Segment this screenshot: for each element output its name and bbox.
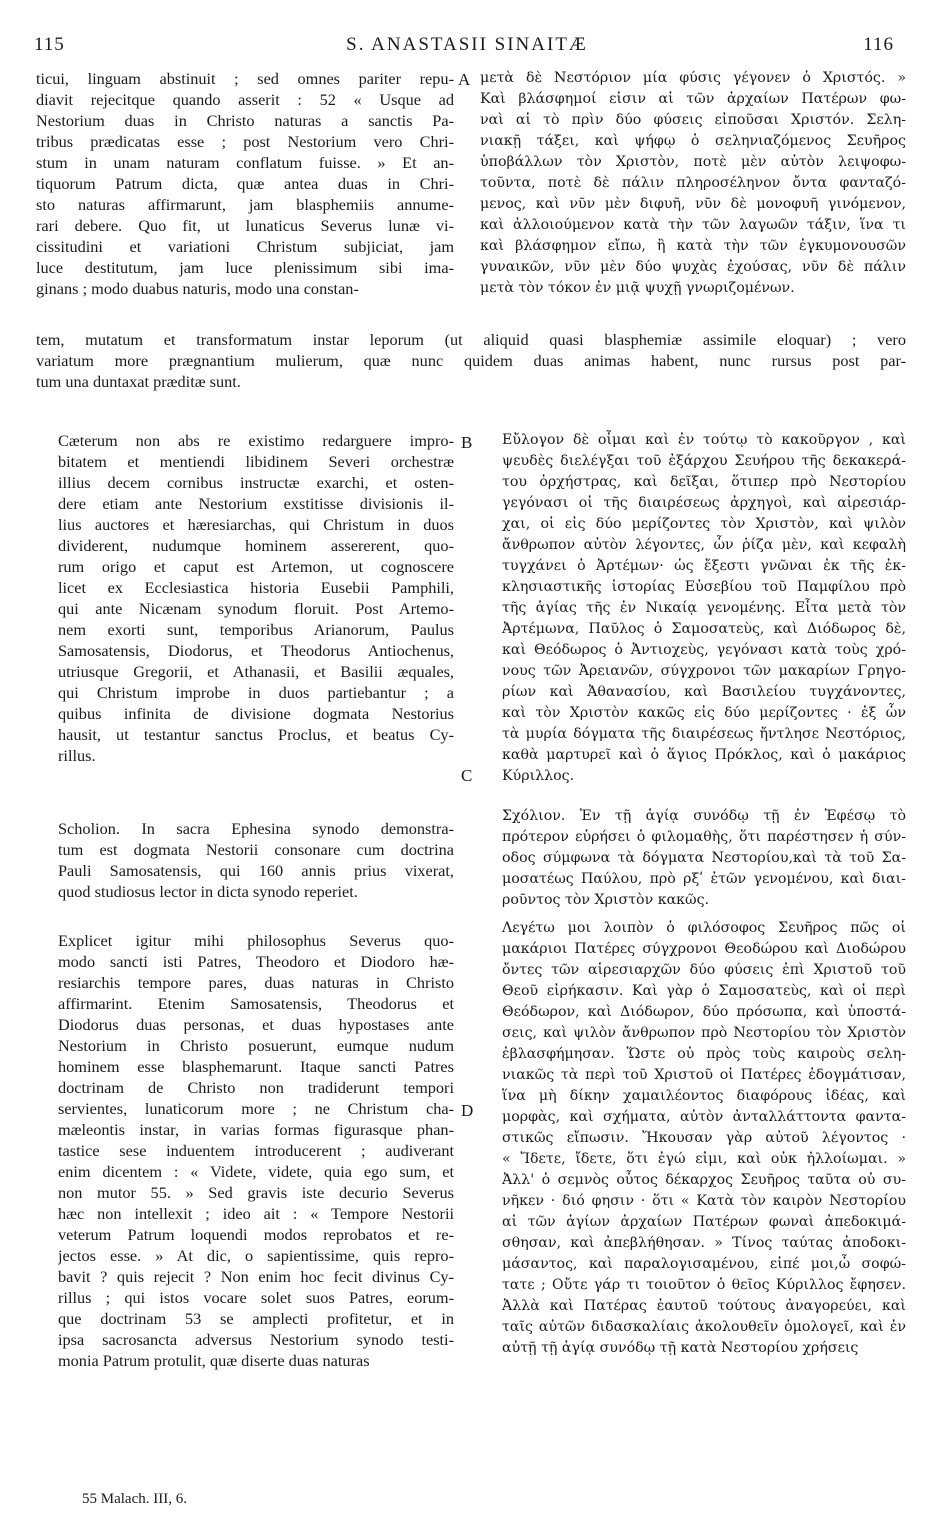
text-line: σθησαν, καὶ ἀπεβλήθησαν. » Τίνος ταύτας ἀποδοκι- (502, 1235, 906, 1251)
text-line: μορφὰς, καὶ σχήματα, αὐτὸν ἀνταλλάττοντα φαντα- (502, 1109, 906, 1125)
text-line: σεις, καὶ ψιλὸν ἄνθρωπον πρὸ Νεστορίου τὸν Χριστὸν (502, 1025, 906, 1041)
text-line: servientes, lunaticorum more ; ne Christum cha- (58, 1099, 454, 1118)
text-line: rillus. (58, 746, 96, 765)
text-line: γυναικῶν, νῦν μὲν δύο ψυχὰς ἐχούσας, νῦν δὲ πάλιν (480, 259, 906, 275)
text-line: αὐτῇ τῇ ἁγίᾳ συνόδῳ τῇ κατὰ Νεστορίου χρήσεις (502, 1340, 859, 1356)
text-line: Pauli Samosatensis, qui 160 annis prius vixerat, (58, 861, 454, 880)
text-line: Εὔλογον δὲ οἶμαι καὶ ἐν τούτῳ τὸ κακοῦργον , καὶ (502, 432, 906, 448)
text-line: ticui, linguam abstinuit ; sed omnes pariter repu- (36, 69, 454, 88)
text-line: Nestorium duas in Christo naturas a sanctis Pa- (36, 111, 454, 130)
text-line: κλησιαστικῆς ἱστορίας Εὐσεβίου τοῦ Παμφίλου πρὸ (502, 579, 906, 595)
text-line: stum in unam naturam conflatum fuisse. » Et an- (36, 153, 454, 172)
text-line: νους τῶν Ἀρειανῶν, σύγχρονοι τῶν μακαρίων Γρηγο- (502, 663, 906, 679)
text-line: tastice sese induentem introducerent ; audiverant (58, 1141, 454, 1160)
text-line: utriusque Gregorii, et Athanasii, et Basilii æquales, (58, 662, 454, 681)
latin-full-width-block (36, 329, 906, 392)
text-line: quod studiosus lector in dicta synodo reperiet. (58, 882, 358, 901)
text-line: nem exorti sunt, temporibus Arianorum, Paulus (58, 620, 454, 639)
text-line: qui Christum improbe in duos partiebantur ; a (58, 683, 454, 702)
text-line: jectos esse. » At dic, o sapientissime, quis repro- (58, 1246, 454, 1265)
text-line: tem, mutatum et transformatum instar leporum (ut aliquid quasi blasphemiæ assimile eloquar) ; vero (36, 330, 906, 349)
text-line: Λεγέτω μοι λοιπὸν ὁ φιλόσοφος Σευῆρος πῶς οἱ (502, 920, 906, 936)
text-line: Cæterum non abs re existimo redarguere impro- (58, 431, 454, 450)
latin-column-block-d (36, 930, 454, 1371)
text-line: καὶ ἀλλοιούμενον κατὰ τὴν τῶν λαγωῶν τάξιν, ἵνα τι (480, 217, 906, 233)
text-line: tribus prædicatas esse ; post Nestorium vero Chri- (36, 132, 454, 151)
margin-letter-a: A (458, 70, 471, 89)
text-line: licet ex Ecclesiastica historia Eusebii Pamphili, (58, 578, 454, 597)
text-line: νιακῇ τάξει, καὶ ψήφῳ ὁ σεληνιαζόμενος Σευῆρος (480, 133, 906, 149)
text-line: οδος σύμφωνα τὰ δόγματα Νεστορίου,καὶ τὰ τοῦ Σα- (502, 850, 906, 866)
text-line: του ὀρχήστρας, καὶ δεῖξαι, ὅτιπερ πρὸ Νεστορίου (502, 474, 906, 490)
text-line: ὄντες τῶν αἱρεσιαρχῶν δύο φύσεις ἐπὶ Χριστοῦ τοῦ (502, 962, 906, 978)
text-line: bavit ? quis rejecit ? Non enim hoc fecit divinus Cy- (58, 1267, 454, 1286)
text-line: καθὰ μαρτυρεῖ καὶ ὁ ἅγιος Πρόκλος, καὶ ὁ μακάριος (502, 747, 906, 763)
text-line: Ἀλλ' ὁ σεμνὸς οὗτος δέκαρχος Σευῆρος ταῦτα οὐ συ- (502, 1172, 906, 1188)
text-line: « Ἴδετε, ἴδετε, ὅτι ἐγώ εἰμι, καὶ οὐκ ἠλλοίωμαι. » (502, 1151, 906, 1167)
text-line: στικῶς εἴπωσιν. Ἤκουσαν γὰρ αὐτοῦ λέγοντος · (502, 1130, 906, 1146)
text-line: qui ante Nicænam synodum floruit. Post Artemo- (58, 599, 454, 618)
text-line: tiquorum Patrum dicta, quæ antea duas in Chri- (36, 174, 454, 193)
text-line: τυγχάνει ὁ Ἀρτέμων· ὡς ἔξεστι γνῶναι ἐκ τῆς ἐκ- (502, 558, 906, 574)
text-line: πρότερον εὑρήσει ὁ φιλομαθὴς, ὅτι παρέστησεν ἡ σύν- (502, 829, 906, 845)
text-line: ροῦντος τὸν Χριστὸν κακῶς. (502, 892, 710, 908)
text-line: Explicet igitur mihi philosophus Severus quo- (58, 931, 454, 950)
text-line: Samosatensis, Diodorus, et Theodorus Antiochenus, (58, 641, 454, 660)
text-line: τοῦντα, ποτὲ δὲ πάλιν πληροσέληνον ὄντα φανταζό- (480, 175, 906, 191)
text-line: cissitudini et variationi Christum subjiciat, jam (36, 237, 454, 256)
text-line: Scholion. In sacra Ephesina synodo demonstra- (58, 819, 454, 838)
text-line: illius decem cornibus instructæ exarchi, et osten- (58, 473, 454, 492)
latin-column-block-a (36, 68, 454, 299)
text-line: doctrinam de Christo non tradiderunt tempori (58, 1078, 454, 1097)
text-line: ipsa sacrosancta adversus Nestorium synodo testi- (58, 1330, 454, 1349)
text-line: τὰ μυρία δόγματα τῆς διαιρέσεως ἤντλησε Νεστόριος, (502, 726, 906, 742)
text-line: enim dicentem : « Videte, videte, quia ego sum, et (58, 1162, 454, 1181)
text-line: Θεόδωρον, καὶ Διόδωρον, δύο πρόσωπα, καὶ ὑποστά- (502, 1004, 906, 1020)
text-line: variatum more prægnantium mulierum, quæ nunc quidem duas animas habent, nunc rursus post par- (36, 351, 906, 370)
text-line: hæc non intellexit ; ideo ait : « Tempore Nestorii (58, 1204, 454, 1223)
latin-column-block-b (36, 430, 454, 766)
text-line: ναὶ αἱ τὸ πρὶν δύο φύσεις εἰποῦσαι Χριστόν. Σελη- (480, 112, 906, 128)
text-line: ἄνθρωπον αὐτὸν λέγοντες, ὧν ῥίζα μὲν, καὶ κεφαλὴ (502, 537, 906, 553)
text-line: καὶ τὸν Χριστὸν κακῶς εἰς δύο μερίζοντες · ἐξ ὧν (502, 705, 906, 721)
text-line: μάσαντος, καὶ παραλογισαμένου, εἰπέ μοι,ὦ σοφώ- (502, 1256, 906, 1272)
text-line: Diodorus duas personas, et duas hypostases ante (58, 1015, 454, 1034)
text-line: Κύριλλος. (502, 768, 575, 784)
text-line: τατε ; Οὔτε γάρ τι τοιοῦτον ὁ θεῖος Κύριλλος ἔφησεν. (502, 1277, 906, 1293)
text-line: μοσατέως Παύλου, πρὸ ρξʹ ἐτῶν γενομένου, καὶ διαι- (502, 871, 906, 887)
text-line: ψευδὲς διελέγξαι τοῦ ἐξάρχου Σευήρου τῆς δεκακερά- (502, 453, 906, 469)
text-line: rillus ; qui istos vocare solet suos Patres, eorum- (58, 1288, 454, 1307)
text-line: modo sancti isti Patres, Theodoro et Diodoro hæ- (58, 952, 454, 971)
text-line: ὑποβάλλων τὸν Χριστὸν, ποτὲ μὲν αὐτὸν λειψοφω- (480, 154, 906, 170)
greek-column-block-b (480, 430, 906, 787)
text-line: veterum Patrum loquendi modos reprobatos et re- (58, 1225, 454, 1244)
margin-letter-b: B (461, 433, 473, 452)
text-line: Θεοῦ εἰρήκασιν. Καὶ γὰρ ὁ Σαμοσατεὺς, καὶ οἱ περὶ (502, 983, 906, 999)
text-line: αἱ τῶν ἁγίων ἀρχαίων Πατέρων φωναὶ ἀπεδοκιμά- (502, 1214, 906, 1230)
page-number-right: 116 (863, 34, 894, 55)
text-line: Ἀρτέμωνα, Παῦλος ὁ Σαμοσατεὺς, καὶ Διόδωρος δὲ, (502, 621, 906, 637)
text-line: que doctrinam 53 se amplecti profitetur, et in (58, 1309, 454, 1328)
page-number-left: 115 (34, 34, 65, 55)
text-line: μενος, καὶ νῦν μὲν διφυῆ, νῦν δὲ μονοφυῆ γινόμενον, (480, 196, 906, 212)
text-line: tum una duntaxat præditæ sunt. (36, 372, 241, 391)
text-line: Καὶ βλάσφημοί εἰσιν αἱ τῶν ἀρχαίων Πατέρων φω- (480, 91, 906, 107)
text-line: καὶ Θεόδωρος ὁ Ἀντιοχεὺς, γεγόνασι κατὰ τοὺς χρό- (502, 642, 906, 658)
text-line: ἐβλασφήμησαν. Ὥστε οὐ πρὸς τοὺς καιροὺς σελη- (502, 1046, 906, 1062)
text-line: dividerent, nudumque hominem assererent, quo- (58, 536, 454, 555)
text-line: χαι, οἱ εἰς δύο μερίζοντες τὸν Χριστὸν, καὶ ψιλὸν (502, 516, 906, 532)
text-line: rum origo et caput est Artemon, ut cognoscere (58, 557, 454, 576)
latin-scholion (36, 818, 454, 902)
text-line: non mutor 55. » Sed gravis iste decurio Severus (58, 1183, 454, 1202)
footnote: 55 Malach. III, 6. (82, 1491, 187, 1507)
text-line: μετὰ δὲ Νεστόριον μία φύσις γέγονεν ὁ Χριστός. » (480, 70, 906, 86)
text-line: ginans ; modo duabus naturis, modo una constan- (36, 279, 359, 298)
margin-letter-c: C (461, 766, 473, 785)
text-line: νιακῶς τὰ περὶ τοῦ Χριστοῦ οἱ Πατέρες ἐδογμάτισαν, (502, 1067, 906, 1083)
text-line: luce destitutum, jam luce plenissimum sibi ima- (36, 258, 454, 277)
text-line: Σχόλιον. Ἐν τῇ ἁγίᾳ συνόδῳ τῇ ἐν Ἐφέσῳ τὸ (502, 808, 906, 824)
text-line: Ἀλλὰ καὶ Πατέρας ἑαυτοῦ τούτους ἀναγορεύει, καὶ (502, 1298, 906, 1314)
text-line: ταῖς αὐτῶν διδασκαλίαις ἀκολουθεῖν ὁμολογεῖ, καὶ ἐν (502, 1319, 906, 1335)
text-line: affirmarint. Etenim Samosatensis, Theodorus et (58, 994, 454, 1013)
text-line: mæleontis instar, in varias formas figurasque phan- (58, 1120, 454, 1139)
text-line: resiarchis tempore pares, duas naturas in Christo (58, 973, 454, 992)
text-line: hausit, ut testantur sanctus Proclus, et beatus Cy- (58, 725, 454, 744)
text-line: quibus infinita de divisione dogmata Nestorius (58, 704, 454, 723)
margin-letter-d: D (461, 1101, 474, 1120)
text-line: diavit rejecitque quando asserit : 52 « Usque ad (36, 90, 454, 109)
running-title: S. ANASTASII SINAITÆ (346, 34, 588, 55)
greek-column-block-d (480, 918, 906, 1359)
text-line: monia Patrum protulit, quæ diserte duas naturas (58, 1351, 370, 1370)
text-line: γεγόνασι οἱ τῆς διαιρέσεως ἀρχηγοὶ, καὶ αἱρεσιάρ- (502, 495, 906, 511)
text-line: lius auctores et hæresiarchas, qui Christum in duos (58, 515, 454, 534)
text-line: νῆκεν · διό φησιν · ὅτι « Κατὰ τὸν καιρὸν Νεστορίου (502, 1193, 906, 1209)
text-line: rari debere. Quo fit, ut lunaticus Severus lunæ vi- (36, 216, 454, 235)
greek-scholion (480, 806, 906, 911)
text-line: tum est dogmata Nestorii consonare cum doctrina (58, 840, 454, 859)
text-line: hominem esse blasphemarunt. Itaque sancti Patres (58, 1057, 454, 1076)
text-line: ἵνα μὴ δίκην χαμαιλέοντος διαφόρους ἰδέας, καὶ (502, 1088, 906, 1104)
text-line: καὶ βλάσφημον εἴπω, ἢ κατὰ τὴν τῶν ἐγκυμονουσῶν (480, 238, 906, 254)
text-line: dere etiam ante Nestorium exstitisse divisionis il- (58, 494, 454, 513)
text-line: bitatem et mentiendi libidinem Severi orchestræ (58, 452, 454, 471)
text-line: Nestorium in Christo posuerunt, eumque nudum (58, 1036, 454, 1055)
text-line: μακάριοι Πατέρες σύγχρονοι Θεοδώρου καὶ Διοδώρου (502, 941, 906, 957)
text-line: sto naturas affirmarunt, jam blasphemiis annume- (36, 195, 454, 214)
text-line: μετὰ τὸν τόκον ἐν μιᾷ ψυχῇ γνωριζομένων. (480, 280, 795, 296)
greek-column-block-a (480, 68, 906, 299)
text-line: τῆς ἁγίας τῆς ἐν Νικαίᾳ γενομένης. Εἶτα μετὰ τὸν (502, 600, 906, 616)
text-line: ρίων καὶ Ἀθανασίου, καὶ Βασιλείου τυγχάνοντες, (502, 684, 906, 700)
